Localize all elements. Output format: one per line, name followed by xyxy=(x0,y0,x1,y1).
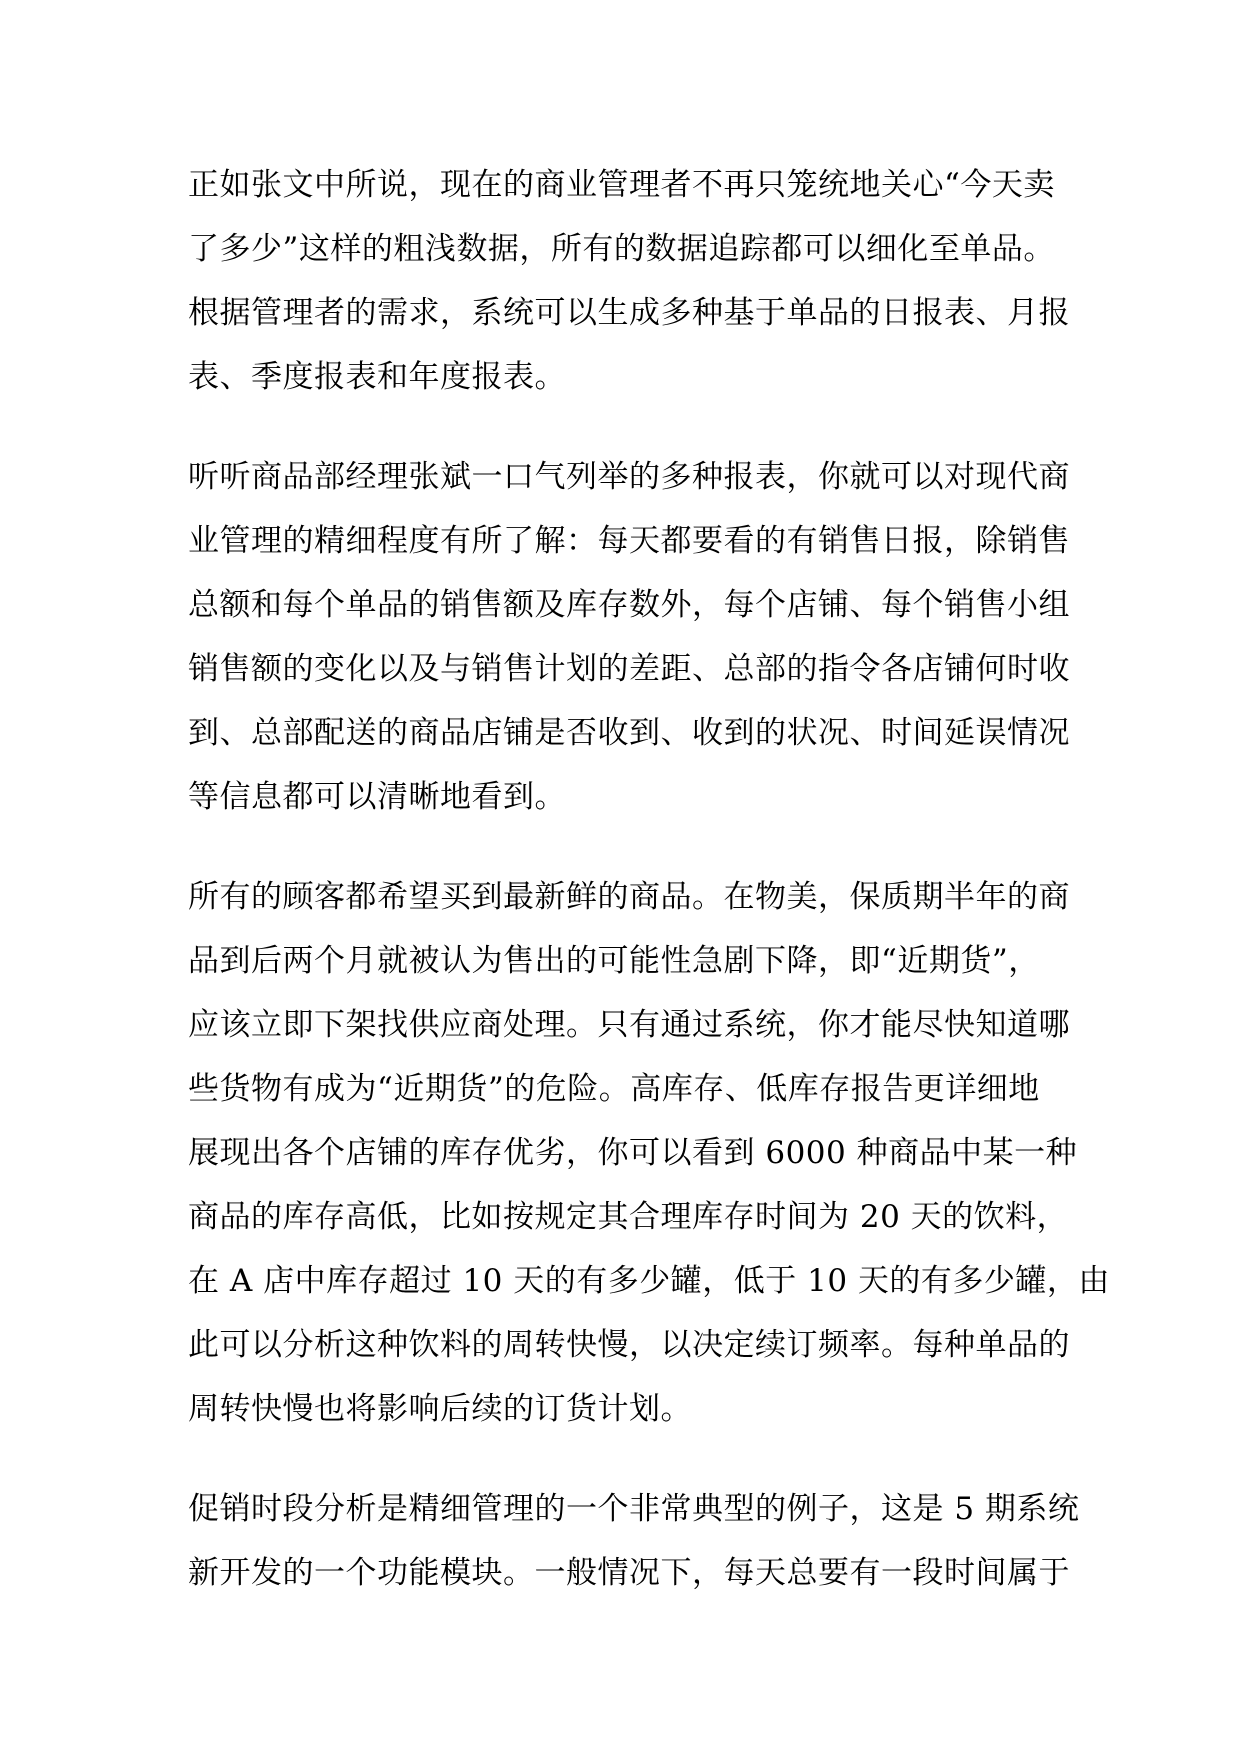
text-line: 正如张文中所说，现在的商业管理者不再只笼统地关心“今天卖 xyxy=(188,167,1055,203)
text-line: 品到后两个月就被认为售出的可能性急剧下降，即“近期货”， xyxy=(188,943,1040,979)
text-line: 根据管理者的需求，系统可以生成多种基于单品的日报表、月报 xyxy=(188,295,1070,331)
paragraph-report-detail xyxy=(188,153,1070,409)
text-line: 销售额的变化以及与销售计划的差距、总部的指令各店铺何时收 xyxy=(188,651,1070,687)
text-line: 商品的库存高低，比如按规定其合理库存时间为 20 天的饮料， xyxy=(188,1199,1069,1235)
text-line: 促销时段分析是精细管理的一个非常典型的例子，这是 5 期系统 xyxy=(188,1491,1080,1527)
text-line: 业管理的精细程度有所了解：每天都要看的有销售日报，除销售 xyxy=(188,523,1070,559)
text-line: 展现出各个店铺的库存优劣，你可以看到 6000 种商品中某一种 xyxy=(188,1135,1078,1171)
text-line: 在 A 店中库存超过 10 天的有多少罐，低于 10 天的有多少罐，由 xyxy=(188,1263,1110,1299)
text-line: 些货物有成为“近期货”的危险。高库存、低库存报告更详细地 xyxy=(188,1071,1040,1107)
text-line: 等信息都可以清晰地看到。 xyxy=(188,779,566,815)
paragraph-inventory xyxy=(188,865,1110,1441)
body-text xyxy=(188,153,1110,1641)
paragraph-promotion-analysis xyxy=(188,1477,1080,1605)
text-line: 此可以分析这种饮料的周转快慢，以决定续订频率。每种单品的 xyxy=(188,1327,1070,1363)
text-line: 周转快慢也将影响后续的订货计划。 xyxy=(188,1391,692,1427)
text-line: 新开发的一个功能模块。一般情况下，每天总要有一段时间属于 xyxy=(188,1555,1070,1591)
text-line: 到、总部配送的商品店铺是否收到、收到的状况、时间延误情况 xyxy=(188,715,1070,751)
text-line: 了多少”这样的粗浅数据，所有的数据追踪都可以细化至单品。 xyxy=(188,231,1055,267)
text-line: 所有的顾客都希望买到最新鲜的商品。在物美，保质期半年的商 xyxy=(188,879,1070,915)
text-line: 听听商品部经理张斌一口气列举的多种报表，你就可以对现代商 xyxy=(188,459,1070,495)
paragraph-report-types xyxy=(188,445,1070,829)
text-line: 应该立即下架找供应商处理。只有通过系统，你才能尽快知道哪 xyxy=(188,1007,1070,1043)
text-line: 表、季度报表和年度报表。 xyxy=(188,359,566,395)
text-line: 总额和每个单品的销售额及库存数外，每个店铺、每个销售小组 xyxy=(188,587,1070,623)
